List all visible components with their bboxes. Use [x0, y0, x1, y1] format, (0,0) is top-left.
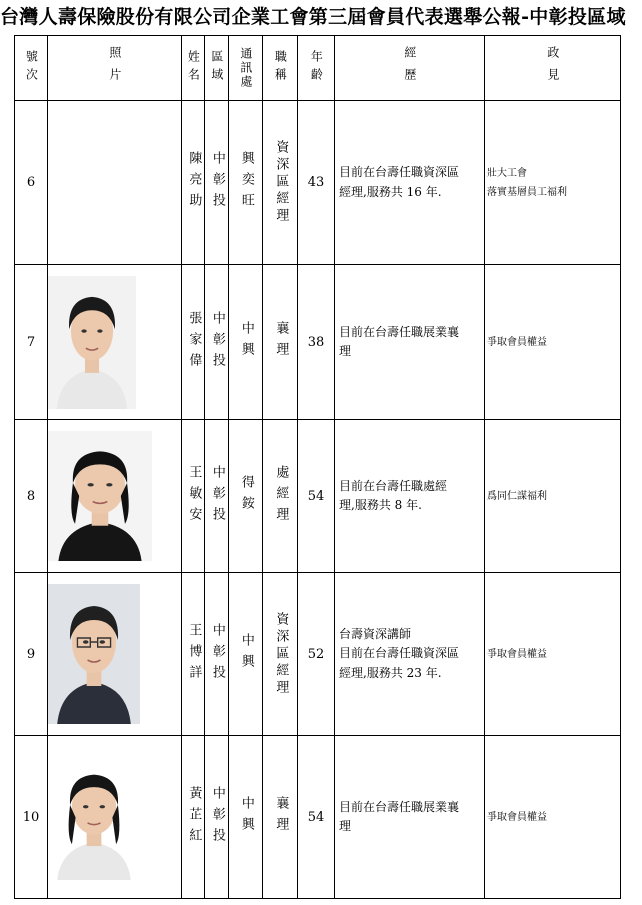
header-policy: 政見 [485, 36, 621, 101]
cell-experience [335, 265, 485, 420]
policy-line: 爭取會員權益 [487, 811, 547, 823]
policy-line: 爲同仁謀福利 [487, 490, 547, 502]
cell-policy [485, 101, 621, 265]
candidate-photo [48, 431, 181, 561]
candidate-photo [48, 584, 181, 724]
cell-policy [485, 736, 621, 899]
header-photo: 照片 [48, 36, 182, 101]
cell-region: 中彰投 [205, 265, 229, 420]
experience-line: 理,服務共 8 年. [339, 498, 422, 512]
cell-age: 38 [298, 265, 335, 420]
header-experience: 經歷 [335, 36, 485, 101]
cell-policy [485, 573, 621, 736]
experience-line: 理 [339, 344, 352, 358]
cell-number: 6 [15, 101, 48, 265]
cell-photo [48, 420, 182, 573]
cell-number: 10 [15, 736, 48, 899]
cell-photo [48, 736, 182, 899]
candidate-photo [48, 755, 181, 880]
experience-line: 台壽資深講師 [339, 627, 412, 642]
experience-line: 目前在台壽任職資深區 [339, 165, 460, 180]
experience-line: 經理,服務共 23 年. [339, 665, 442, 680]
cell-policy [485, 420, 621, 573]
candidate-row [15, 573, 621, 736]
cell-experience [335, 573, 485, 736]
cell-age: 52 [298, 573, 335, 736]
cell-region: 中彰投 [205, 736, 229, 899]
candidate-row [15, 420, 621, 573]
cell-number: 8 [15, 420, 48, 573]
cell-photo [48, 573, 182, 736]
experience-line: 目前在台壽任職展業襄 [339, 324, 460, 339]
experience-line: 目前在台壽任職展業襄 [339, 799, 460, 814]
candidate-photo [48, 276, 181, 409]
cell-policy [485, 265, 621, 420]
cell-office: 中興 [229, 736, 263, 899]
cell-name: 王博詳 [182, 573, 205, 736]
header-row [15, 36, 621, 101]
cell-position: 資深區經理 [263, 101, 298, 265]
cell-position: 襄理 [263, 265, 298, 420]
cell-experience [335, 420, 485, 573]
header-number: 號次 [15, 36, 48, 101]
cell-position: 資深區經理 [263, 573, 298, 736]
header-office: 通訊處 [229, 36, 263, 101]
cell-photo [48, 101, 182, 265]
cell-office: 得銨 [229, 420, 263, 573]
policy-line: 壯大工會 [487, 167, 527, 179]
experience-line: 目前在台壽任職處經 [339, 478, 448, 493]
experience-line: 經理,服務共 16 年. [339, 184, 442, 199]
cell-office: 中興 [229, 265, 263, 420]
cell-age: 54 [298, 420, 335, 573]
cell-number: 7 [15, 265, 48, 420]
cell-name: 陳亮助 [182, 101, 205, 265]
cell-office: 興奕旺 [229, 101, 263, 265]
experience-line: 理 [339, 819, 352, 833]
page-title: 台灣人壽保險股份有限公司企業工會第三屆會員代表選舉公報-中彰投區域 [0, 6, 626, 28]
policy-line: 落實基層員工福利 [487, 186, 567, 198]
cell-experience [335, 101, 485, 265]
candidate-row [15, 101, 621, 265]
cell-experience [335, 736, 485, 899]
header-region: 區域 [205, 36, 229, 101]
header-name: 姓名 [182, 36, 205, 101]
candidate-row [15, 265, 621, 420]
cell-name: 王敏安 [182, 420, 205, 573]
candidate-row [15, 736, 621, 899]
policy-line: 爭取會員權益 [487, 336, 547, 348]
cell-photo [48, 265, 182, 420]
cell-region: 中彰投 [205, 101, 229, 265]
header-position: 職稱 [263, 36, 298, 101]
header-age: 年齡 [298, 36, 335, 101]
cell-name: 黃芷紅 [182, 736, 205, 899]
cell-region: 中彰投 [205, 420, 229, 573]
cell-age: 54 [298, 736, 335, 899]
cell-number: 9 [15, 573, 48, 736]
cell-age: 43 [298, 101, 335, 265]
cell-region: 中彰投 [205, 573, 229, 736]
policy-line: 爭取會員權益 [487, 648, 547, 660]
candidate-table [14, 35, 621, 899]
cell-name: 張家偉 [182, 265, 205, 420]
cell-position: 處經理 [263, 420, 298, 573]
cell-position: 襄理 [263, 736, 298, 899]
experience-line: 目前在台壽任職資深區 [339, 646, 460, 661]
cell-office: 中興 [229, 573, 263, 736]
